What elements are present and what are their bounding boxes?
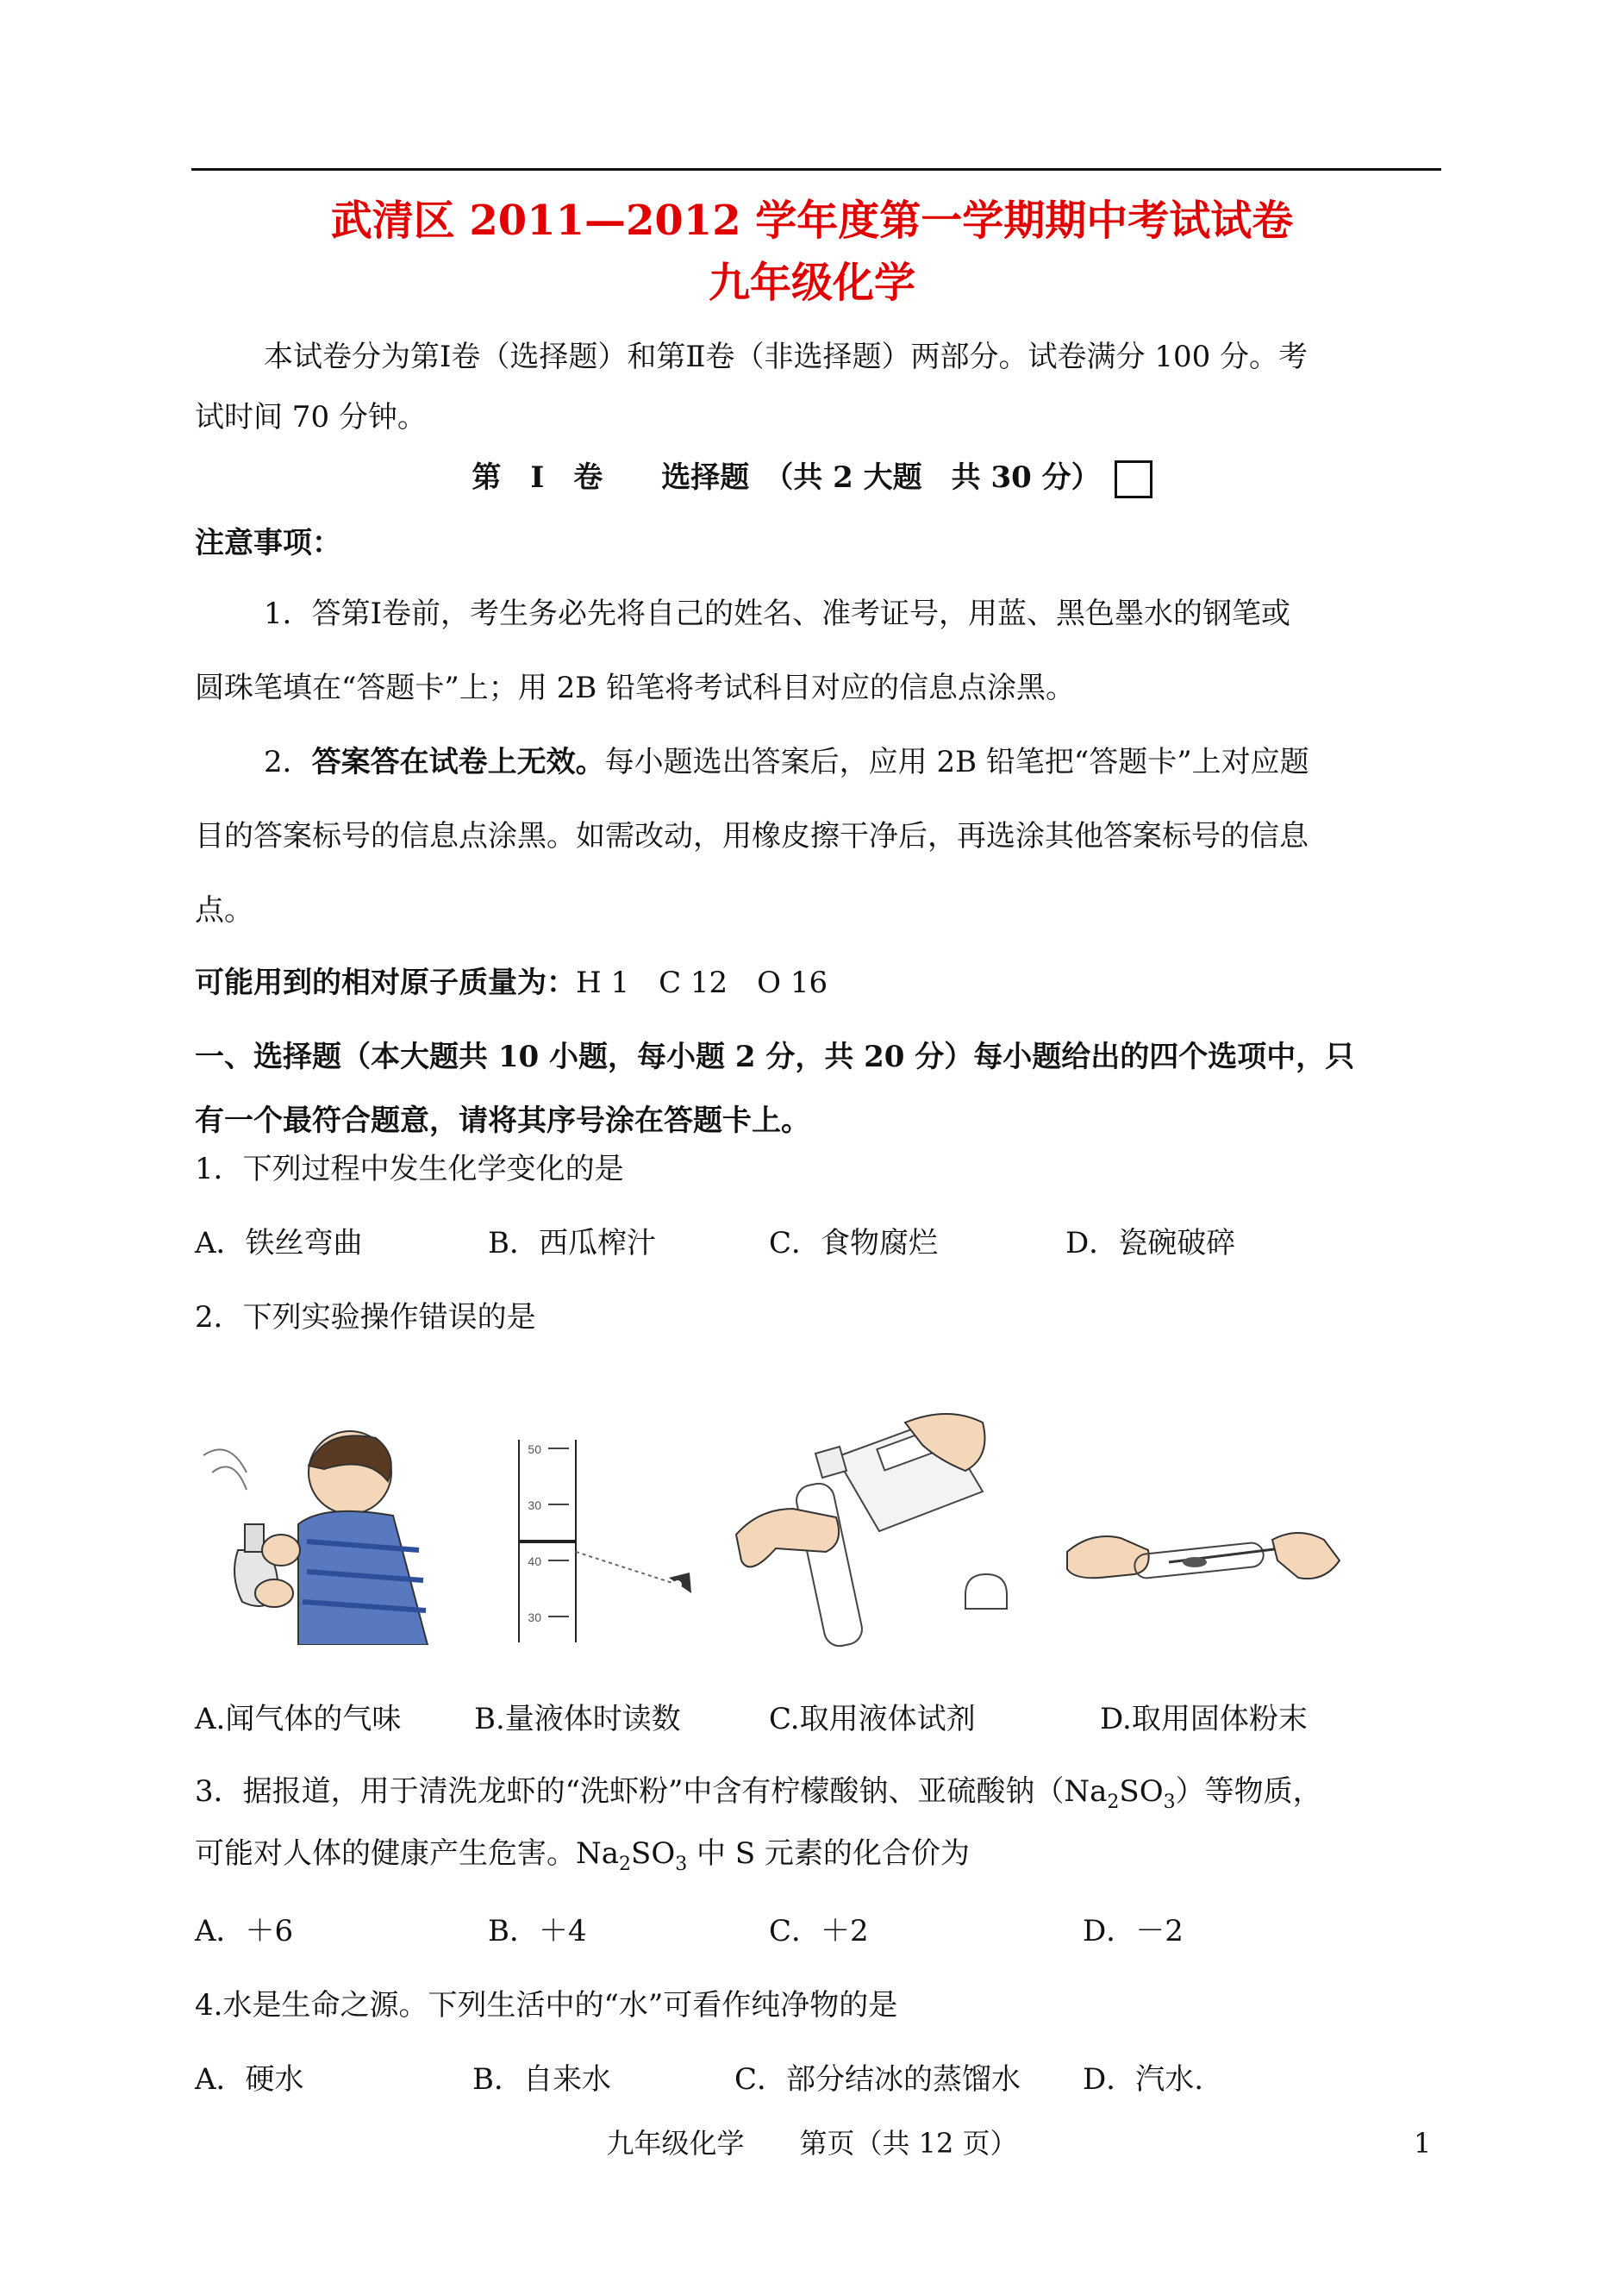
q3-option-d[interactable]: D．－2 bbox=[1083, 1914, 1184, 1948]
top-rule bbox=[191, 168, 1441, 171]
note-2-line-1 bbox=[195, 743, 1445, 781]
q4-stem: 4.水是生命之源。下列生活中的“水”可看作纯净物的是 bbox=[195, 1988, 898, 2023]
note-2-line-3: 点。 bbox=[195, 893, 253, 928]
section-heading-text: 第 Ⅰ 卷 选择题 （共 2 大题 共 30 分） bbox=[472, 460, 1101, 495]
q1-option-b[interactable]: B．西瓜榨汁 bbox=[488, 1226, 656, 1260]
score-box[interactable] bbox=[1115, 460, 1152, 498]
note-2-rest: 每小题选出答案后，应用 2B 铅笔把“答题卡”上对应题 bbox=[604, 745, 1309, 779]
q1-stem: 1．下列过程中发生化学变化的是 bbox=[195, 1152, 624, 1186]
atomic-mass-label: 可能用到的相对原子质量为： bbox=[195, 966, 576, 1000]
q4-option-b[interactable]: B．自来水 bbox=[472, 2062, 611, 2097]
q1-option-a[interactable]: A．铁丝弯曲 bbox=[195, 1226, 363, 1260]
q3-sub-1: 2 bbox=[1107, 1791, 1120, 1813]
q3-stem-2c: 中 S 元素的化合价为 bbox=[687, 1836, 970, 1871]
atomic-mass-line bbox=[195, 964, 1445, 1002]
q3-stem-1c: ）等物质， bbox=[1175, 1774, 1322, 1809]
q3-sub-2: 3 bbox=[1163, 1791, 1176, 1813]
atomic-mass-values: H 1 C 12 O 16 bbox=[576, 966, 828, 1000]
tick-label-4: 30 bbox=[528, 1610, 541, 1624]
q3-option-a[interactable]: A．＋6 bbox=[195, 1914, 294, 1948]
q3-sub-3: 2 bbox=[619, 1853, 632, 1875]
q4-option-d[interactable]: D．汽水. bbox=[1083, 2062, 1204, 2097]
note-2-emphasis: 答案答在试卷上无效。 bbox=[311, 745, 605, 779]
figure-solid-powder bbox=[1065, 1500, 1341, 1612]
note-1-line-2: 圆珠笔填在“答题卡”上；用 2B 铅笔将考试科目对应的信息点涂黑。 bbox=[195, 671, 1075, 705]
part1-instruction-line-1: 一、选择题（本大题共 10 小题，每小题 2 分，共 20 分）每小题给出的四个选项中，只 bbox=[195, 1040, 1355, 1074]
q1-option-c[interactable]: C．食物腐烂 bbox=[769, 1226, 939, 1260]
q1-option-d[interactable]: D．瓷碗破碎 bbox=[1065, 1226, 1236, 1260]
q4-option-c[interactable]: C．部分结冰的蒸馏水 bbox=[734, 2062, 1021, 2097]
note-2-prefix: 2． bbox=[264, 745, 312, 779]
note-1-line-1: 1．答第Ⅰ卷前，考生务必先将自己的姓名、准考证号，用蓝、黑色墨水的钢笔或 bbox=[264, 597, 1291, 631]
page-number: 1 bbox=[1414, 2127, 1432, 2160]
figure-pour-liquid bbox=[733, 1405, 1009, 1655]
figure-smell-gas bbox=[195, 1421, 436, 1645]
figure-read-cylinder bbox=[500, 1431, 724, 1647]
q4-option-a[interactable]: A．硬水 bbox=[195, 2062, 304, 2097]
tick-label-3: 40 bbox=[528, 1554, 541, 1568]
q3-stem-line-2 bbox=[195, 1835, 1445, 1884]
q2-option-b[interactable]: B.量液体时读数 bbox=[474, 1702, 681, 1736]
tick-label-1: 50 bbox=[528, 1442, 541, 1456]
notes-label: 注意事项： bbox=[195, 526, 341, 560]
q2-option-d[interactable]: D.取用固体粉末 bbox=[1100, 1702, 1308, 1736]
q3-stem-1a: 3．据报道，用于清洗龙虾的“洗虾粉”中含有柠檬酸钠、亚硫酸钠（Na bbox=[195, 1774, 1108, 1809]
q3-stem-1b: SO bbox=[1119, 1774, 1164, 1809]
q3-option-c[interactable]: C．＋2 bbox=[769, 1914, 869, 1948]
exam-subject: 九年级化学 bbox=[708, 259, 915, 307]
intro-line-1: 本试卷分为第Ⅰ卷（选择题）和第Ⅱ卷（非选择题）两部分。试卷满分 100 分。考 bbox=[264, 340, 1309, 374]
page-footer: 九年级化学 第页（共 12 页） bbox=[606, 2127, 1018, 2160]
intro-line-2: 试时间 70 分钟。 bbox=[195, 400, 427, 435]
note-2-line-2: 目的答案标号的信息点涂黑。如需改动，用橡皮擦干净后，再选涂其他答案标号的信息 bbox=[195, 819, 1309, 854]
exam-title: 武清区 2011—2012 学年度第一学期期中考试试卷 bbox=[330, 197, 1294, 245]
q3-stem-2b: SO bbox=[631, 1836, 676, 1871]
q2-stem: 2．下列实验操作错误的是 bbox=[195, 1300, 536, 1335]
q3-stem-2a: 可能对人体的健康产生危害。Na bbox=[195, 1836, 620, 1871]
q2-option-c[interactable]: C.取用液体试剂 bbox=[769, 1702, 976, 1736]
q2-option-a[interactable]: A.闻气体的气味 bbox=[195, 1702, 402, 1736]
q3-stem-line-1 bbox=[195, 1773, 1445, 1822]
section-heading bbox=[0, 459, 1624, 498]
q3-option-b[interactable]: B．＋4 bbox=[488, 1914, 587, 1948]
tick-label-2: 30 bbox=[528, 1498, 541, 1512]
part1-instruction-line-2: 有一个最符合题意，请将其序号涂在答题卡上。 bbox=[195, 1104, 810, 1138]
q3-sub-4: 3 bbox=[675, 1853, 688, 1875]
